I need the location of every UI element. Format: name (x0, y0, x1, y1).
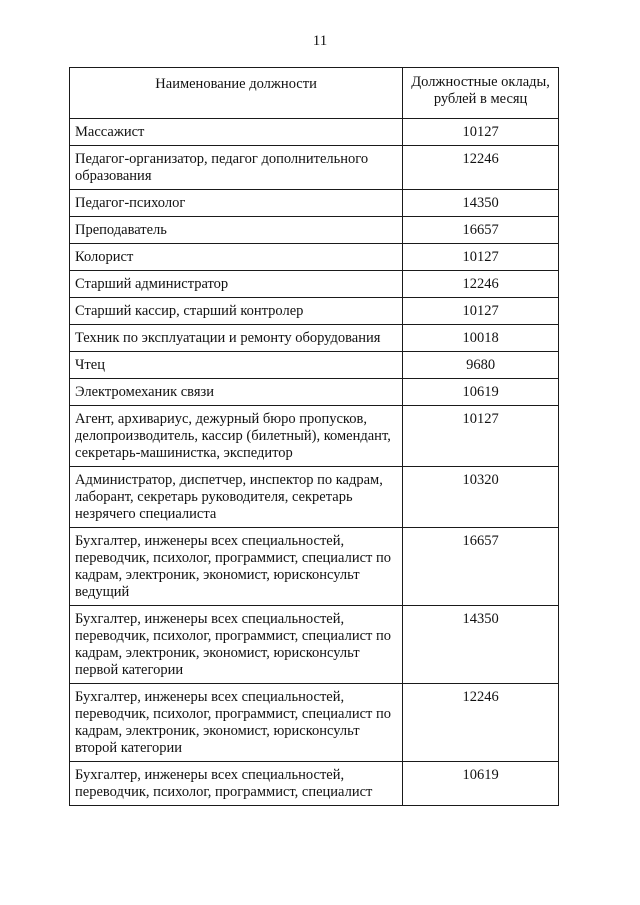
position-name-cell: Техник по эксплуатации и ремонту оборудования (70, 325, 403, 352)
table-row (70, 467, 559, 528)
table-row (70, 325, 559, 352)
salary-value-cell: 16657 (403, 528, 559, 606)
salary-value-cell: 10619 (403, 762, 559, 806)
position-name-cell: Педагог-психолог (70, 190, 403, 217)
table-header-row (70, 68, 559, 119)
salary-value-cell: 10320 (403, 467, 559, 528)
position-name-cell: Агент, архивариус, дежурный бюро пропусков, делопроизводитель, кассир (билетный), комендант, секретарь-машинистка, экспедитор (70, 406, 403, 467)
position-name-cell: Чтец (70, 352, 403, 379)
position-name-cell: Преподаватель (70, 217, 403, 244)
table-row (70, 244, 559, 271)
page-number: 11 (312, 33, 328, 49)
table-row (70, 762, 559, 806)
salary-value-cell: 10619 (403, 379, 559, 406)
table-row (70, 298, 559, 325)
salary-value-cell: 10127 (403, 244, 559, 271)
salary-value-cell: 10127 (403, 406, 559, 467)
table-row (70, 119, 559, 146)
salary-value-cell: 12246 (403, 146, 559, 190)
table-row (70, 190, 559, 217)
salary-value-cell: 14350 (403, 606, 559, 684)
table-row (70, 217, 559, 244)
position-name-cell: Колорист (70, 244, 403, 271)
salary-value-cell: 12246 (403, 271, 559, 298)
table-row (70, 684, 559, 762)
position-name-cell: Массажист (70, 119, 403, 146)
salary-value-cell: 16657 (403, 217, 559, 244)
salary-value-cell: 9680 (403, 352, 559, 379)
salary-value-cell: 14350 (403, 190, 559, 217)
table-body (70, 119, 559, 806)
header-position: Наименование должности (70, 68, 403, 119)
table-row (70, 528, 559, 606)
table-row (70, 146, 559, 190)
salary-table (69, 67, 559, 806)
position-name-cell: Педагог-организатор, педагог дополнительного образования (70, 146, 403, 190)
position-name-cell: Администратор, диспетчер, инспектор по кадрам, лаборант, секретарь руководителя, секретарь незрячего специалиста (70, 467, 403, 528)
table-row (70, 352, 559, 379)
table-row (70, 271, 559, 298)
salary-value-cell: 10127 (403, 298, 559, 325)
position-name-cell: Бухгалтер, инженеры всех специальностей, переводчик, психолог, программист, специалист по кадрам, электроник, экономист, юрисконсульт первой категории (70, 606, 403, 684)
salary-value-cell: 10127 (403, 119, 559, 146)
position-name-cell: Бухгалтер, инженеры всех специальностей, переводчик, психолог, программист, специалист по кадрам, электроник, экономист, юрисконсульт ведущий (70, 528, 403, 606)
table-row (70, 406, 559, 467)
position-name-cell: Бухгалтер, инженеры всех специальностей, переводчик, психолог, программист, специалист (70, 762, 403, 806)
salary-value-cell: 12246 (403, 684, 559, 762)
position-name-cell: Старший кассир, старший контролер (70, 298, 403, 325)
position-name-cell: Бухгалтер, инженеры всех специальностей, переводчик, психолог, программист, специалист по кадрам, электроник, экономист, юрисконсульт второй категории (70, 684, 403, 762)
table-row (70, 379, 559, 406)
salary-value-cell: 10018 (403, 325, 559, 352)
position-name-cell: Старший администратор (70, 271, 403, 298)
table-row (70, 606, 559, 684)
header-salary: Должностные оклады, рублей в месяц (403, 68, 559, 119)
position-name-cell: Электромеханик связи (70, 379, 403, 406)
